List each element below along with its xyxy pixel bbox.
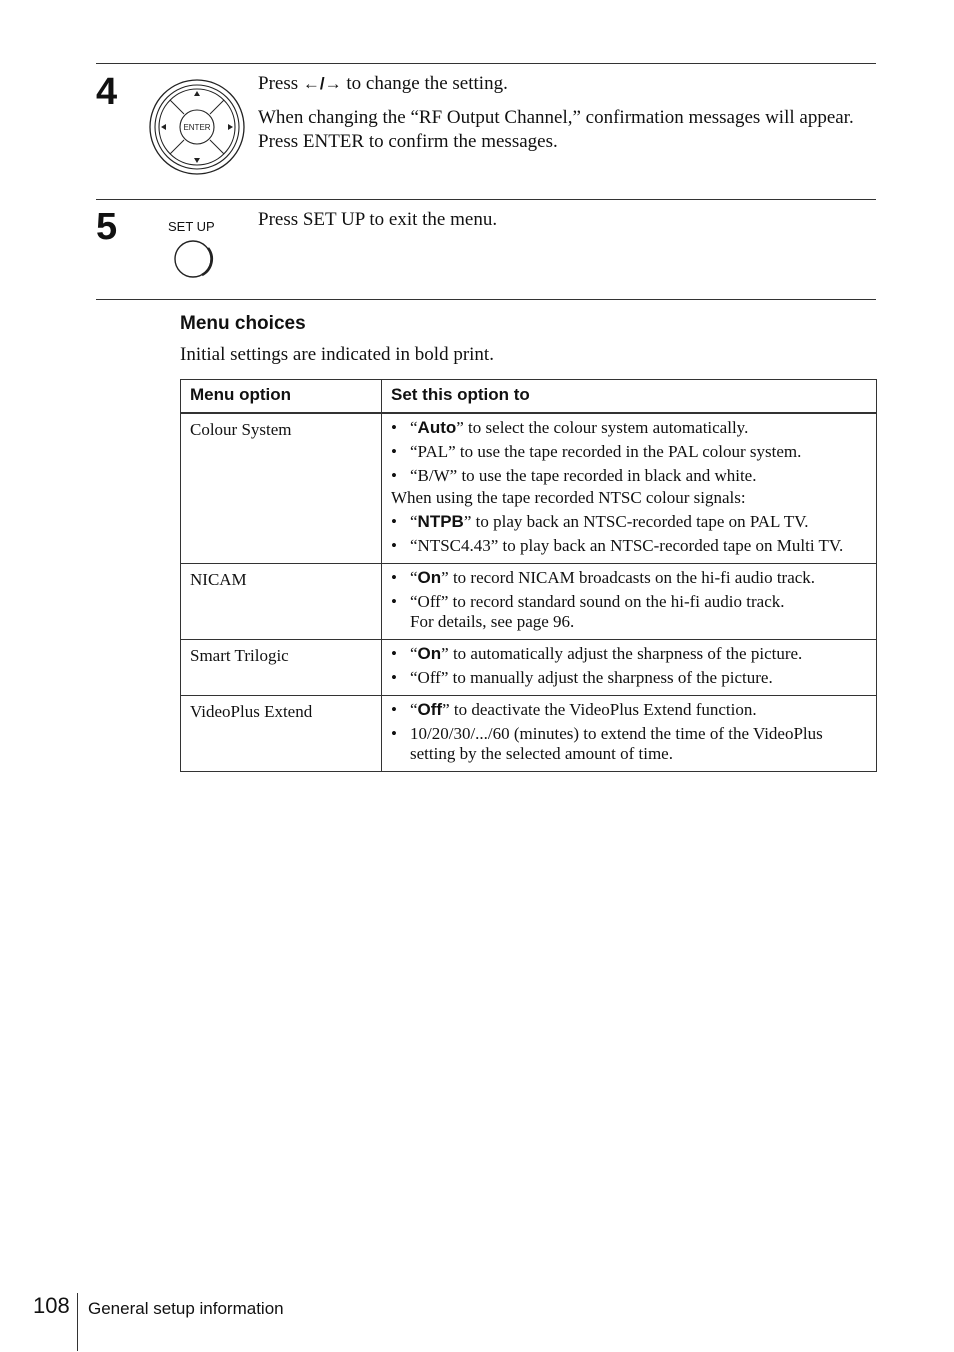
settings-colour-system (382, 413, 877, 564)
list-item: • “On” to automatically adjust the sharpness of the picture. (391, 644, 867, 664)
list-item: • “B/W” to use the tape recorded in black and white. (391, 466, 867, 486)
step-5-rule (96, 199, 876, 200)
list-item: • “On” to record NICAM broadcasts on the hi-fi audio track. (391, 568, 867, 588)
table-row (181, 640, 877, 696)
list-item: • 10/20/30/.../60 (minutes) to extend the time of the VideoPlus setting by the selected amount of time. (391, 724, 867, 764)
left-right-arrows-icon: ←/→ (302, 74, 342, 93)
table-row (181, 696, 877, 772)
header-menu-option: Menu option (181, 380, 382, 414)
list-item: • “Auto” to select the colour system automatically. (391, 418, 867, 438)
ntsc-note: When using the tape recorded NTSC colour signals: (391, 488, 746, 507)
option-smart-trilogic: Smart Trilogic (181, 640, 382, 696)
list-item: • “Off” to record standard sound on the hi-fi audio track. For details, see page 96. (391, 592, 867, 632)
list-item: • “Off” to deactivate the VideoPlus Extend function. (391, 700, 867, 720)
settings-nicam (382, 564, 877, 640)
setup-button-label: SET UP (168, 219, 215, 234)
page-reference: For details, see page 96. (410, 612, 575, 631)
page-number: 108 (33, 1293, 70, 1318)
settings-videoplus-extend (382, 696, 877, 772)
bottom-rule (96, 299, 876, 300)
option-colour-system: Colour System (181, 413, 382, 564)
setup-button-icon (172, 240, 216, 280)
menu-choices-intro: Initial settings are indicated in bold print. (180, 344, 494, 365)
option-nicam: NICAM (181, 564, 382, 640)
footer-section-title: General setup information (88, 1299, 284, 1318)
step-5-text: Press SET UP to exit the menu. (258, 209, 498, 230)
table-row (181, 564, 877, 640)
step-5-number: 5 (96, 206, 118, 248)
menu-choices-heading: Menu choices (180, 313, 306, 334)
enter-button-dial-icon (148, 78, 246, 176)
settings-smart-trilogic (382, 640, 877, 696)
option-videoplus-extend: VideoPlus Extend (181, 696, 382, 772)
table-header-row (181, 380, 877, 414)
table-row (181, 413, 877, 564)
list-item: • “NTPB” to play back an NTSC-recorded tape on PAL TV. (391, 512, 867, 532)
list-item: • “Off” to manually adjust the sharpness of the picture. (391, 668, 867, 688)
step-4-number: 4 (96, 71, 118, 113)
menu-choices-table (180, 379, 877, 772)
footer-divider (77, 1293, 78, 1351)
step-4-instruction: Press ←/→ to change the setting. (258, 73, 508, 94)
top-rule (96, 63, 876, 64)
list-item: • “NTSC4.43” to play back an NTSC-recorded tape on Multi TV. (391, 536, 867, 556)
enter-label: ENTER (183, 123, 211, 132)
list-item: • “PAL” to use the tape recorded in the PAL colour system. (391, 442, 867, 462)
step-4-rf-note: When changing the “RF Output Channel,” confirmation messages will appear. Press ENTER to confirm the messages. (258, 107, 854, 152)
header-set-option: Set this option to (382, 380, 877, 414)
step-4-text (258, 72, 858, 154)
